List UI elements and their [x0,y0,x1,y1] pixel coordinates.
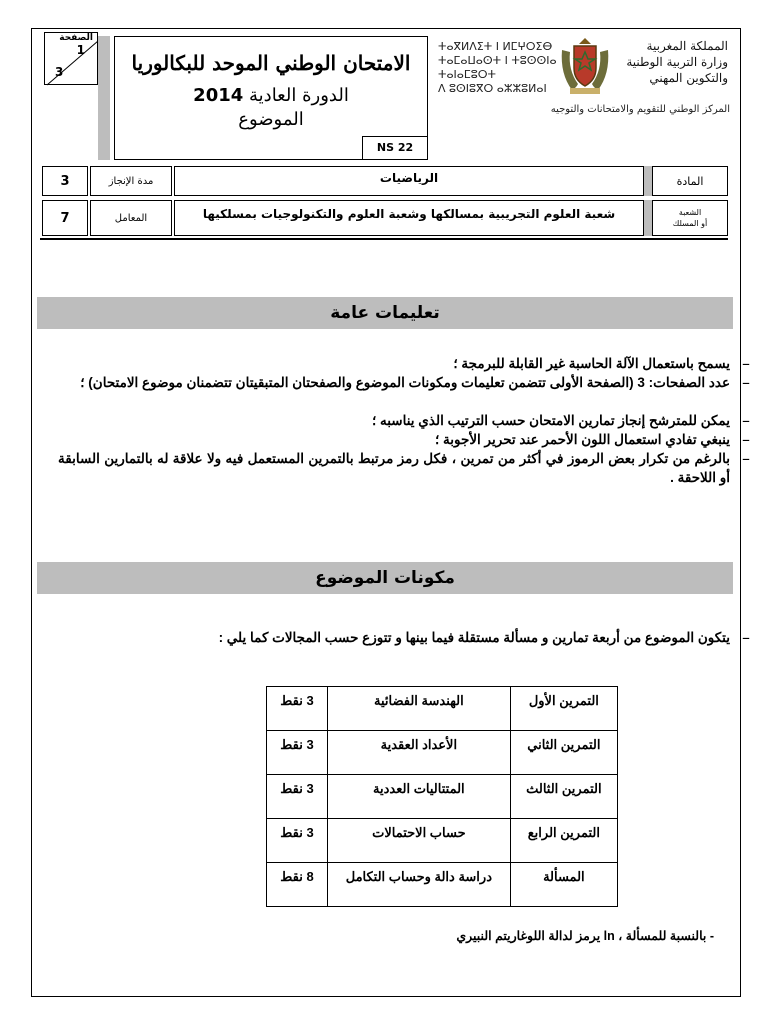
tifinagh-line1: ⵜⴰⴳⵍⴷⵉⵜ ⵏ ⵍⵎⵖⵔⵉⴱ [438,40,553,53]
exercise-domain: الأعداد العقدية [328,731,511,775]
list-item: – بالرغم من تكرار بعض الرموز في أكثر من تمرين ، فكل رمز مرتبط بالتمرين المستعمل فيه ولا علاقة له بالتمارين السابقة أو اللاحقة . [58,449,750,485]
shade-cell [644,166,652,196]
page-total: 3 [55,65,64,79]
exercise-points: 3 نقط [267,731,328,775]
table-row [267,819,618,863]
subject-label: الموضوع [238,109,304,130]
exam-title: الامتحان الوطني الموحد للبكالوريا [131,51,411,75]
coat-of-arms-icon [558,36,612,96]
tifinagh-line2: ⵜⴰⵎⴰⵡⴰⵙⵜ ⵏ ⵜⵓⵙⵙⵏⴰ ⵜⴰⵏⴰⵎⵓⵔⵜ [438,54,557,81]
points-table [266,686,618,907]
list-item: – ينبغي تفادي استعمال اللون الأحمر عند تحرير الأجوبة ؛ [435,430,750,449]
tifinagh-header [438,40,558,96]
branch-key-line1: الشعبة [678,208,702,217]
page-number: 1 [76,43,85,57]
exercise-points: 8 نقط [267,863,328,907]
branch-key-line2: أو المسلك [672,219,708,228]
exam-session [115,85,427,106]
page-number-box [44,32,98,85]
shade-strip [98,36,110,160]
exercise-points: 3 نقط [267,819,328,863]
exam-code: NS 22 [362,136,428,160]
exercise-name: المسألة [510,863,617,907]
exercise-name: التمرين الثاني [510,731,617,775]
duration-value: 3 [42,166,88,196]
exercise-name: التمرين الثالث [510,775,617,819]
components-intro: – يتكون الموضوع من أربعة تمارين و مسألة مستقلة فيما بينها و تتوزع حسب المجالات كما يلي : [218,628,750,647]
list-item: – يسمح باستعمال الآلة الحاسبة غير القابلة للبرمجة ؛ [453,354,750,373]
session-label: الدورة العادية [249,85,349,106]
kingdom-line3: والتكوين المهني [649,71,728,85]
components-title: مكونات الموضوع [37,562,733,594]
table-row [267,731,618,775]
general-instructions-title: تعليمات عامة [37,297,733,329]
exercise-points: 3 نقط [267,775,328,819]
table-row [267,775,618,819]
center-name: المركز الوطني للتقويم والامتحانات والتوجيه [550,104,730,115]
branch-key [652,200,728,236]
general-instructions-list [58,354,750,487]
problem-note: - بالنسبة للمسألة ، ln يرمز لدالة اللوغاريتم النبيري [456,929,714,943]
exercise-points: 3 نقط [267,687,328,731]
session-year: 2014 [193,85,244,106]
table-row [267,687,618,731]
exercise-domain: دراسة دالة وحساب التكامل [328,863,511,907]
exercise-name: التمرين الأول [510,687,617,731]
subject-value: الرياضيات [174,166,644,196]
divider [40,238,728,240]
exercise-domain: الهندسة الفضائية [328,687,511,731]
tifinagh-line3: ⴷ ⵓⵙⵏⵓⴳⵔ ⴰⵣⵣⵓⵍⴰⵏ [438,82,547,95]
ministry-header [612,38,728,86]
kingdom-line2: وزارة التربية الوطنية [626,55,728,69]
exercise-domain: المتتاليات العددية [328,775,511,819]
subject-key: المادة [652,166,728,196]
list-item: – عدد الصفحات: 3 (الصفحة الأولى تتضمن تعليمات ومكونات الموضوع والصفحتان المتبقيتان تتضمنان موضوع الامتحان) ؛ [80,373,750,392]
kingdom-line1: المملكة المغربية [646,39,728,53]
list-item: – يمكن للمترشح إنجاز تمارين الامتحان حسب الترتيب الذي يناسبه ؛ [371,411,750,430]
exercise-domain: حساب الاحتمالات [328,819,511,863]
exercise-name: التمرين الرابع [510,819,617,863]
coef-key: المعامل [90,200,172,236]
table-row [267,863,618,907]
duration-key: مدة الإنجاز [90,166,172,196]
coef-value: 7 [42,200,88,236]
page-label: الصفحة [59,33,93,43]
shade-cell [644,200,652,236]
branch-value: شعبة العلوم التجريبية بمسالكها وشعبة العلوم والتكنولوجيات بمسلكيها [174,200,644,236]
